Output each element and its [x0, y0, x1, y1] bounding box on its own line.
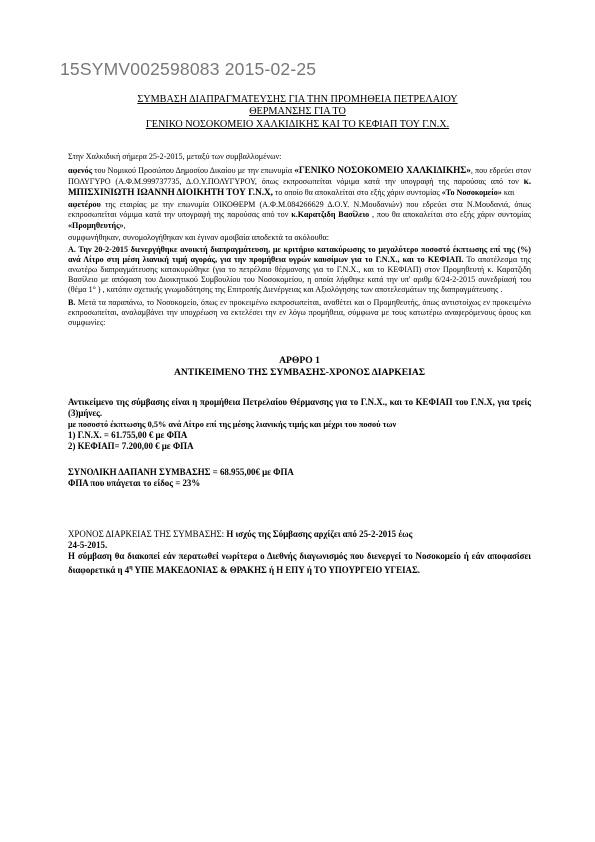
discount-text: με ποσοστό έκπτωσης 0,5% ανά Λίτρο επί της μέσης λιανικής τιμής και μέχρι του ποσού των: [68, 419, 397, 429]
party-one-lead: αφενός: [68, 166, 93, 176]
party-one-paragraph: [68, 165, 531, 198]
termination-text-end: ΥΠΕ ΜΑΚΕΔΟΝΙΑΣ & ΘΡΑΚΗΣ ή Η ΕΠΥ ή ΤΟ ΥΠΟΥΡΓΕΙΟ ΥΓΕΙΑΣ.: [132, 564, 420, 575]
object-text: Αντικείμενο της σύμβασης είναι η προμήθεια Πετρελαίου Θέρμανσης για το Γ.Ν.Χ., και το ΚΕΦΙΑΠ του Γ.Ν.Χ, για τρείς (3)μήνες.: [68, 396, 531, 418]
vat-rate: ΦΠΑ που υπάγεται το είδος = 23%: [68, 477, 201, 488]
party-two-lead: αφετέρου: [68, 200, 101, 210]
party-two-text-1: της εταιρίας με την επωνυμία ΟΙΚΟΘΕΡΜ (Α.Φ.Μ.084266629 Δ.Ο.Υ. Ν.Μουδανιών) που εδρεύει στα Ν.Μουδανιά, όπως εκπροσωπείται νόμιμα κατά την υπογραφή της παρούσας από τον: [68, 200, 531, 220]
party-one-text-3: το οποίο θα αποκαλείται στο εξής χάριν συντομίας: [272, 188, 442, 198]
party-two-representative: κ.Καρατζιδη Βασίλειο: [291, 210, 370, 220]
party-one-text-2: , που εδρεύει στον ΠΟΛΥΓΥΡΟ (Α.Φ.Μ.999737735, Δ.Ο.Υ.ΠΟΛΥΓΥΡΟΥ, όπως εκπροσωπείται νόμιμα κατά την υπογραφή της παρούσας από τον: [68, 166, 532, 187]
title-line-2: ΘΕΡΜΑΝΣΗΣ ΓΙΑ ΤΟ: [249, 106, 346, 118]
section-a-bold: Α. Την 20-2-2015 διενεργήθηκε ανοικτή διαπραγμάτευση, με κριτήριο κατακύρωσης το μεγαλύτερο ποσοστό έκπτωσης επί της (%) ανά Λίτρο στη μέση λιανική τιμή αγοράς, για την προμήθεια υγρών καυσίμων για το Γ.Ν.Χ., και το ΚΕΦΙΑΠ.: [68, 244, 531, 264]
amount-gnx: 1) Γ.Ν.Χ. = 61.755,00 € με ΦΠΑ: [68, 430, 188, 441]
termination-paragraph: [68, 551, 531, 575]
amount-line-gnx: [68, 430, 531, 441]
article-1-label: ΑΡΘΡΟ 1: [279, 354, 320, 366]
duration-line: [68, 529, 531, 540]
party-two-text-3: ,: [123, 220, 126, 230]
total-cost: ΣΥΝΟΛΙΚΗ ΔΑΠΑΝΗ ΣΥΜΒΑΣΗΣ = 68.955,00€ με ΦΠΑ: [68, 466, 294, 477]
party-two-short-name: «Προμηθευτής»: [68, 220, 124, 230]
section-a-paragraph: [68, 245, 531, 295]
object-paragraph: [68, 397, 531, 419]
contract-title: [60, 94, 535, 131]
intro-paragraph: Στην Χαλκιδική σήμερα 25-2-2015, μεταξύ των συμβαλλομένων:: [68, 152, 282, 161]
agreement-line: συμφωνήθηκαν, συνομολογήθηκαν και έγιναν αμοιβαία αποδεκτά τα ακόλουθα:: [68, 232, 329, 242]
party-one-representative: κ. ΜΠΙΣΧΙΝΙΩΤΗ ΙΩΑΝΝΗ ΔΙΟΙΚΗΤΗ ΤΟΥ Γ.Ν.Χ,: [68, 176, 531, 198]
vat-line: [68, 478, 531, 489]
contract-body: [68, 152, 531, 576]
party-one-entity: «ΓΕΝΙΚΟ ΝΟΣΟΚΟΜΕΙΟ ΧΑΛΚΙΔΙΚΗΣ»: [294, 165, 471, 176]
duration-end: 24-5-2015.: [68, 540, 108, 551]
duration-start: Η ισχύς της Σύμβασης αρχίζει από 25-2-2015 έως: [224, 528, 413, 539]
party-two-text-2: , που θα αποκαλείται στο εξής χάριν συντομίας: [369, 210, 531, 220]
superscript-eta: η: [129, 564, 133, 571]
party-two-paragraph: [68, 200, 531, 230]
title-line-3: ΓΕΝΙΚΟ ΝΟΣΟΚΟΜΕΙΟ ΧΑΛΚΙΔΙΚΗΣ ΚΑΙ ΤΟ ΚΕΦΙΑΠ ΤΟΥ Γ.Ν.Χ.: [145, 118, 450, 130]
amount-kefiap: 2) ΚΕΦΙΑΠ= 7.200,00 € με ΦΠΑ: [68, 441, 194, 452]
total-cost-line: [68, 467, 531, 478]
party-one-text-1: του Νομικού Προσώπου Δημοσίου Δικαίου με την επωνυμία: [92, 166, 295, 176]
termination-text: Η σύμβαση θα διακοπεί εάν περατωθεί νωρίτερα ο Διεθνής διαγωνισμός που διενεργεί το Νοσοκομείο ή εάν αποφασίσει διαφορετικά η 4: [68, 551, 531, 575]
amount-line-kefiap: [68, 441, 531, 452]
duration-end-line: [68, 540, 531, 551]
duration-label: ΧΡΟΝΟΣ ΔΙΑΡΚΕΙΑΣ ΤΗΣ ΣΥΜΒΑΣΗΣ:: [68, 528, 225, 539]
party-one-short-name: «Το Νοσοκομείο»: [441, 188, 502, 198]
section-a-text: Το αποτέλεσμα της ανωτέρω διαπραγμάτευσης κατακυρώθηκε (για το πετρέλαιο θέρμανσης για το Γ.Ν.Χ., και το ΚΕΦΙΑΠ) στον Προμηθευτή κ. Καρατζιδη Βασίλειο με απόφαση του Διοικητικού Συμβουλίου του Νοσοκομείου, η οποία λήφθηκε κατά την υπ' αριθμ 6/24-2-2015 συνεδρίασή του (θέμα 1° ) , κατόπιν σχετικής γνωμοδότησης της Επιτροπής Διενέργειας και Αξιολόγησης των αποτελεσμάτων της διαπραγμάτευσης .: [68, 254, 531, 295]
title-line-1: ΣΥΜΒΑΣΗ ΔΙΑΠΡΑΓΜΑΤΕΥΣΗΣ ΓΙΑ ΤΗΝ ΠΡΟΜΗΘΕΙΑ ΠΕΤΡΕΛΑΙΟΥ: [137, 94, 458, 105]
party-one-text-4: και: [501, 188, 515, 198]
article-1-subtitle: ΑΝΤΙΚΕΙΜΕΝΟ ΤΗΣ ΣΥΜΒΑΣΗΣ-ΧΡΟΝΟΣ ΔΙΑΡΚΕΙΑΣ: [173, 366, 426, 378]
section-b-paragraph: [68, 298, 531, 328]
discount-line: [68, 419, 531, 430]
document-id-stamp: 15SYMV002598083 2015-02-25: [60, 59, 317, 79]
section-b-label: Β.: [68, 298, 76, 308]
section-b-text: Μετά τα παραπάνω, το Νοσοκομείο, όπως εν προκειμένω εκπροσωπείται, αναθέτει και ο Προμηθευτής, όπως αντιστοίχως εν προκειμένω εκπροσωπείται, αναλαμβάνει την υποχρέωση να εκτελέσει την εν λόγω προμήθεια, σύμφωνα με τους κατωτέρω αναφερόμενους όρους και συμφωνίες:: [68, 298, 531, 328]
